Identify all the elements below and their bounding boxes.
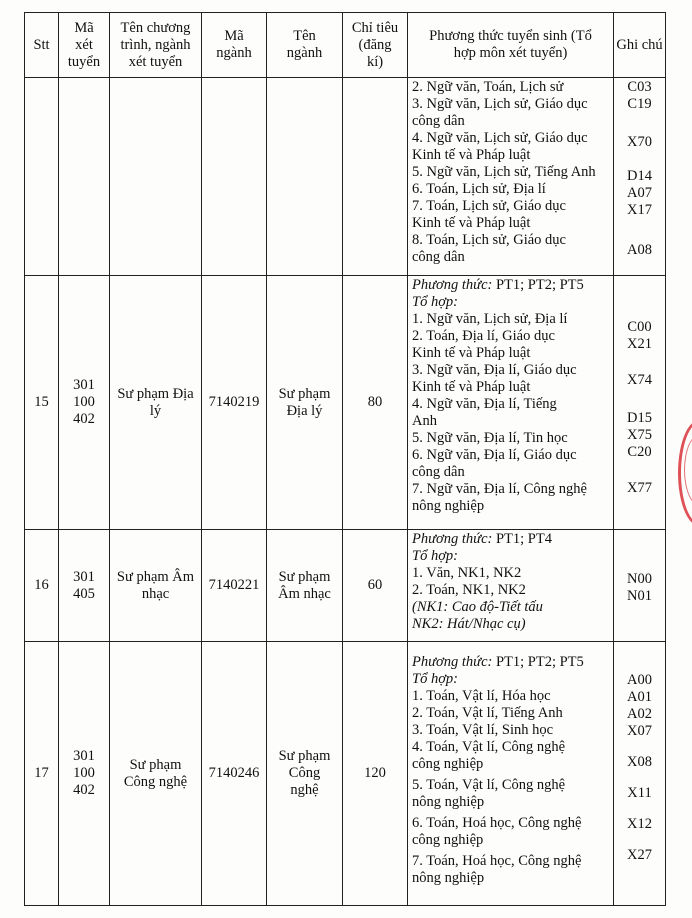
header-ten-chuong-trinh: Tên chương trình, ngành xét tuyển (110, 13, 202, 78)
combo-line: Anh (412, 413, 437, 429)
combo-line: Kinh tế và Pháp luật (412, 147, 531, 163)
combo-code: D15 (627, 410, 652, 426)
combo-line: 7. Toán, Hoá học, Công nghệ (412, 853, 582, 869)
cell-ten-chuong-trinh (110, 78, 202, 276)
combo-line: 6. Ngữ văn, Địa lí, Giáo dục (412, 447, 577, 463)
combo-code: C19 (627, 96, 652, 112)
combo-code: A08 (627, 242, 652, 258)
admission-table (24, 12, 666, 906)
combo-code: X75 (627, 427, 652, 443)
cell-ten-nganh: Sư phạm Âm nhạc (267, 530, 343, 642)
cell-phuong-thuc (408, 276, 614, 530)
combo-line: Kinh tế và Pháp luật (412, 379, 531, 395)
header-row (25, 13, 666, 78)
cell-ma-nganh: 7140219 (202, 276, 267, 530)
spacer (614, 151, 665, 168)
combo-code: A01 (627, 689, 652, 705)
combo-line: 7. Ngữ văn, Địa lí, Công nghệ (412, 481, 587, 497)
combo-code: X17 (627, 202, 652, 218)
cell-ma-xet-tuyen: 301 100 402 (59, 276, 110, 530)
to-hop-label: Tổ hợp: (412, 548, 459, 564)
red-seal-stamp-edge (678, 420, 692, 530)
combo-line: 4. Ngữ văn, Lịch sử, Giáo dục (412, 130, 588, 146)
combo-code: C00 (627, 319, 652, 335)
combo-line: 7. Toán, Lịch sử, Giáo dục (412, 198, 566, 214)
combo-line: 2. Toán, NK1, NK2 (412, 582, 526, 598)
method-line: Phương thức: PT1; PT2; PT5 (412, 277, 584, 293)
combo-line: 1. Toán, Vật lí, Hóa học (412, 688, 551, 704)
spacer (614, 461, 665, 478)
cell-ghi-chu (614, 276, 666, 530)
combo-code: X12 (627, 816, 652, 832)
combo-code: X70 (627, 134, 652, 150)
table-row (25, 276, 666, 530)
combo-code: X07 (627, 723, 652, 739)
combo-line: công dân (412, 464, 465, 480)
combo-line: 4. Ngữ văn, Địa lí, Tiếng (412, 396, 557, 412)
header-ghi-chu: Ghi chú (614, 13, 666, 78)
combo-line: 5. Ngữ văn, Lịch sử, Tiếng Anh (412, 164, 596, 180)
combo-code: C03 (627, 79, 652, 95)
combo-code: X21 (627, 336, 652, 352)
cell-ten-chuong-trinh: Sư phạm Địa lý (110, 276, 202, 530)
cell-stt (25, 78, 59, 276)
cell-ten-chuong-trinh: Sư phạm Công nghệ (110, 642, 202, 906)
combo-code: N00 (627, 571, 652, 587)
combo-line: 5. Ngữ văn, Địa lí, Tin học (412, 430, 568, 446)
combo-code: X08 (627, 754, 652, 770)
cell-ghi-chu (614, 642, 666, 906)
cell-ma-nganh: 7140221 (202, 530, 267, 642)
combo-line: 2. Toán, Địa lí, Giáo dục (412, 328, 555, 344)
cell-ma-xet-tuyen: 301 100 402 (59, 642, 110, 906)
combo-line: 2. Ngữ văn, Toán, Lịch sử (412, 79, 564, 95)
to-hop-label: Tổ hợp: (412, 671, 459, 687)
cell-ten-nganh (267, 78, 343, 276)
combo-code: A02 (627, 706, 652, 722)
cell-chi-tieu: 120 (343, 642, 408, 906)
cell-ghi-chu (614, 530, 666, 642)
combo-line: công dân (412, 249, 465, 265)
combo-code: D14 (627, 168, 652, 184)
header-ten-nganh: Tên ngành (267, 13, 343, 78)
combo-line: công dân (412, 113, 465, 129)
combo-code: X74 (627, 372, 652, 388)
combo-line: nông nghiệp (412, 498, 485, 514)
combo-line: 3. Ngữ văn, Địa lí, Giáo dục (412, 362, 577, 378)
table-row (25, 530, 666, 642)
header-ma-xet-tuyen: Mã xét tuyển (59, 13, 110, 78)
header-chi-tieu: Chỉ tiêu (đăng kí) (343, 13, 408, 78)
spacer (614, 353, 665, 370)
method-line: Phương thức: PT1; PT2; PT5 (412, 654, 584, 670)
combo-line: 3. Ngữ văn, Lịch sử, Giáo dục (412, 96, 588, 112)
cell-stt: 15 (25, 276, 59, 530)
combo-line: 1. Văn, NK1, NK2 (412, 565, 522, 581)
cell-ten-nganh: Sư phạm Công nghệ (267, 642, 343, 906)
combo-code: C20 (627, 444, 652, 460)
spacer (614, 219, 665, 236)
cell-ten-chuong-trinh: Sư phạm Âm nhạc (110, 530, 202, 642)
spacer (614, 548, 665, 565)
spacer (614, 531, 665, 548)
combo-line: 1. Ngữ văn, Lịch sử, Địa lí (412, 311, 568, 327)
header-phuong-thuc: Phương thức tuyển sinh (Tổ hợp môn xét tuyển) (408, 13, 614, 78)
cell-ma-xet-tuyen (59, 78, 110, 276)
header-ma-nganh: Mã ngành (202, 13, 267, 78)
method-line: Phương thức: PT1; PT4 (412, 531, 552, 547)
cell-stt: 17 (25, 642, 59, 906)
cell-ma-nganh: 7140246 (202, 642, 267, 906)
spacer (614, 277, 665, 294)
cell-phuong-thuc (408, 642, 614, 906)
combo-line: Kinh tế và Pháp luật (412, 345, 531, 361)
cell-phuong-thuc (408, 530, 614, 642)
to-hop-label: Tổ hợp: (412, 294, 459, 310)
combo-line: nông nghiệp (412, 794, 485, 810)
cell-phuong-thuc (408, 78, 614, 276)
combo-line: 6. Toán, Hoá học, Công nghệ (412, 815, 582, 831)
cell-ma-nganh (202, 78, 267, 276)
cell-chi-tieu: 60 (343, 530, 408, 642)
cell-chi-tieu: 80 (343, 276, 408, 530)
combo-code: A00 (627, 672, 652, 688)
table-row (25, 642, 666, 906)
cell-ghi-chu (614, 78, 666, 276)
combo-line: 2. Toán, Vật lí, Tiếng Anh (412, 705, 563, 721)
combo-line: Kinh tế và Pháp luật (412, 215, 531, 231)
aptitude-note: NK2: Hát/Nhạc cụ) (412, 616, 526, 632)
combo-line: 4. Toán, Vật lí, Công nghệ (412, 739, 566, 755)
cell-ma-xet-tuyen: 301 405 (59, 530, 110, 642)
aptitude-note: (NK1: Cao độ-Tiết tấu (412, 599, 543, 615)
combo-code: X27 (627, 847, 652, 863)
combo-line: 5. Toán, Vật lí, Công nghệ (412, 777, 566, 793)
combo-code: A07 (627, 185, 652, 201)
spacer (614, 294, 665, 311)
combo-line: công nghiệp (412, 832, 484, 848)
cell-chi-tieu (343, 78, 408, 276)
combo-code: X11 (627, 785, 652, 801)
spacer (614, 113, 665, 130)
combo-code: X77 (627, 480, 652, 496)
combo-line: công nghiệp (412, 756, 484, 772)
combo-line: nông nghiệp (412, 870, 485, 886)
combo-line: 6. Toán, Lịch sử, Địa lí (412, 181, 546, 197)
header-stt: Stt (25, 13, 59, 78)
table-row (25, 78, 666, 276)
combo-line: 8. Toán, Lịch sử, Giáo dục (412, 232, 566, 248)
cell-stt: 16 (25, 530, 59, 642)
spacer (614, 389, 665, 406)
cell-ten-nganh: Sư phạm Địa lý (267, 276, 343, 530)
combo-code: N01 (627, 588, 652, 604)
combo-line: 3. Toán, Vật lí, Sinh học (412, 722, 554, 738)
